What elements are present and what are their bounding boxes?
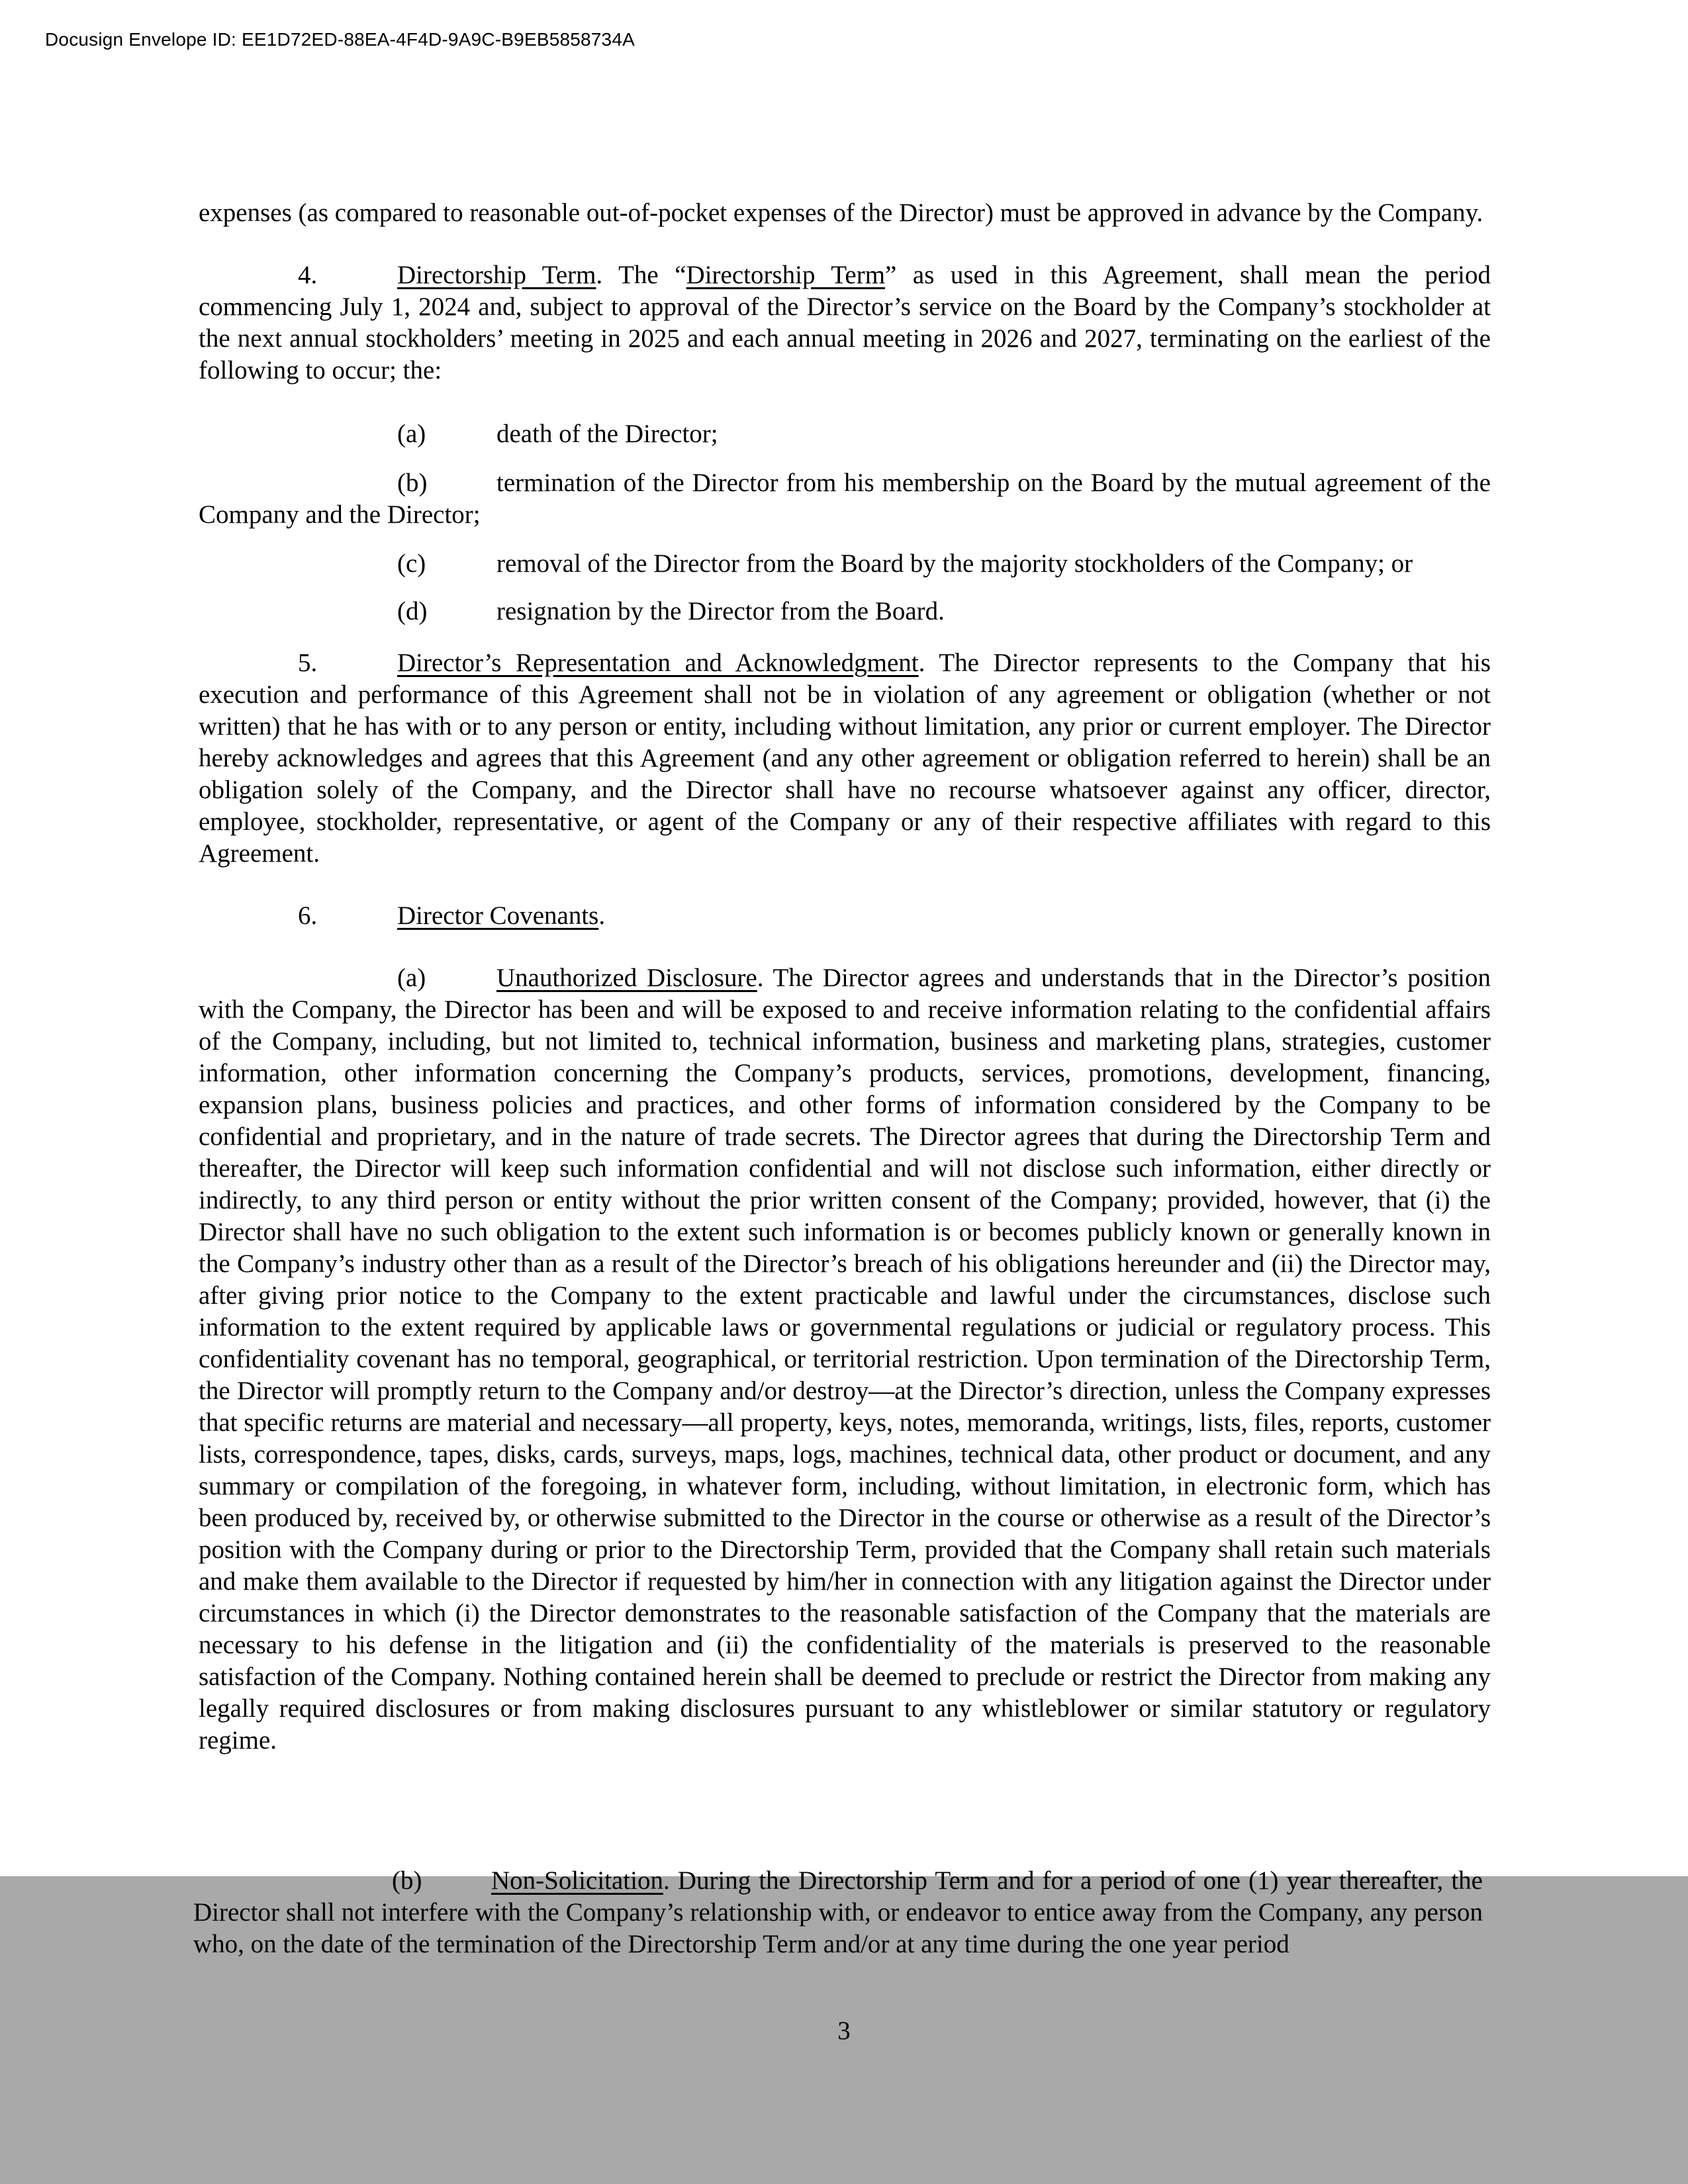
page-number: 3: [837, 2017, 851, 2045]
section-4-text-b: ” as used in this Agreement, shall mean the period commencing July 1, 2024 and, subject to approval of the Director’s service on the Board by the Company’s stockholder at the next annual stockholders’ meeting in 2025 and each annual meeting in 2026 and 2027, terminating on the earliest of the following to occur; the:: [199, 261, 1491, 385]
section-5-number: 5.: [298, 649, 318, 677]
list-item-b-text: termination of the Director from his membership on the Board by the mutual agreement of the Company and the Director;: [199, 469, 1491, 529]
list-item-b: [199, 467, 1491, 531]
section-5-text: . The Director represents to the Company that his execution and performance of this Agreement shall not be in violation of any agreement or obligation (whether or not written) that he has with or to any person or entity, including without limitation, any prior or current employer. The Director hereby acknowledges and agrees that this Agreement (and any other agreement or obligation referred to herein) shall be an obligation solely of the Company, and the Director shall have no recourse whatsoever against any officer, director, employee, stockholder, representative, or agent of the Company or any of their respective affiliates with regard to this Agreement.: [199, 649, 1491, 868]
intro-paragraph: expenses (as compared to reasonable out-of-pocket expenses of the Director) must be approved in advance by the Company.: [199, 199, 1483, 227]
section-6a-paragraph: [199, 962, 1491, 1756]
section-6-number: 6.: [298, 901, 318, 930]
section-4-heading: Directorship Term: [397, 261, 596, 289]
list-item-d-text: resignation by the Director from the Board.: [496, 597, 945, 625]
cut-off-text: [193, 1865, 1483, 1960]
section-4-defined-term: Directorship Term: [686, 261, 886, 289]
section-6a-heading: Unauthorized Disclosure: [496, 964, 757, 992]
section-6-heading: Director Covenants: [397, 901, 599, 930]
section-5-paragraph: [199, 647, 1491, 870]
list-item-c-label: (c): [397, 549, 426, 578]
section-4-paragraph: [199, 259, 1491, 387]
list-item-d-label: (d): [397, 597, 428, 625]
section-6a-text: . The Director agrees and understands that in the Director’s position with the Company, the Director has been and will be exposed to and receive information relating to the confidential affairs of the Company, including, but not limited to, technical information, business and marketing plans, strategies, customer information, other information concerning the Company’s products, services, promotions, development, financing, expansion plans, business policies and practices, and other forms of information considered by the Company to be confidential and proprietary, and in the nature of trade secrets. The Director agrees that during the Directorship Term and thereafter, the Director will keep such information confidential and will not disclose such information, either directly or indirectly, to any third person or entity without the prior written consent of the Company; provided, however, that (i) the Director shall have no such obligation to the extent such information is or becomes publicly known or generally known in the Company’s industry other than as a result of the Director’s breach of his obligations hereunder and (ii) the Director may, after giving prior notice to the Company to the extent practicable and lawful under the circumstances, disclose such information to the extent required by applicable laws or governmental regulations or judicial or regulatory process. This confidentiality covenant has no temporal, geographical, or territorial restriction. Upon termination of the Directorship Term, the Director will promptly return to the Company and/or destroy—at the Director’s direction, unless the Company expresses that specific returns are material and necessary—all property, keys, notes, memoranda, writings, lists, files, reports, customer lists, correspondence, tapes, disks, cards, surveys, maps, logs, machines, technical data, other product or document, and any summary or compilation of the foregoing, in whatever form, including, without limitation, in electronic form, which has been produced by, received by, or otherwise submitted to the Director in the course or otherwise as a result of the Director’s position with the Company during or prior to the Directorship Term, provided that the Company shall retain such materials and make them available to the Director if requested by him/her in connection with any litigation against the Director under circumstances in which (i) the Director demonstrates to the reasonable satisfaction of the Company that the materials are necessary to his defense in the litigation and (ii) the confidentiality of the materials is preserved to the reasonable satisfaction of the Company. Nothing contained herein shall be deemed to preclude or restrict the Director from making any legally required disclosures or from making disclosures pursuant to any whistleblower or similar statutory or regulatory regime.: [199, 964, 1491, 1754]
section-6b-text: . During the Directorship Term and for a period of one (1) year thereafter, the Director shall not interfere with the Company’s relationship with, or endeavor to entice away from the Company, any person who, on the date of the termination of the Directorship Term and/or at any time during the one year period: [193, 1866, 1483, 1958]
list-item-d: [199, 596, 1491, 627]
section-6b-paragraph: [193, 1865, 1483, 1960]
section-6-heading-line: [199, 900, 1491, 932]
section-6b-label: (b): [392, 1866, 422, 1895]
section-6a-label: (a): [397, 964, 426, 992]
docusign-envelope-id: Docusign Envelope ID: EE1D72ED-88EA-4F4D-9A9C-B9EB5858734A: [45, 29, 635, 50]
list-item-a-label: (a): [397, 420, 426, 448]
section-4-number: 4.: [298, 261, 318, 289]
section-6b-heading: Non-Solicitation: [491, 1866, 663, 1895]
list-item-a-text: death of the Director;: [496, 420, 718, 448]
list-item-c: [199, 548, 1491, 580]
list-item-b-label: (b): [397, 469, 428, 497]
list-item-c-text: removal of the Director from the Board by the majority stockholders of the Company; or: [496, 549, 1413, 578]
section-6-heading-end: .: [598, 901, 606, 930]
list-item-a: [199, 418, 1491, 450]
section-5-heading: Director’s Representation and Acknowledgment: [397, 649, 919, 677]
section-4-text-a: . The “: [596, 261, 686, 289]
document-body: [199, 197, 1491, 1756]
